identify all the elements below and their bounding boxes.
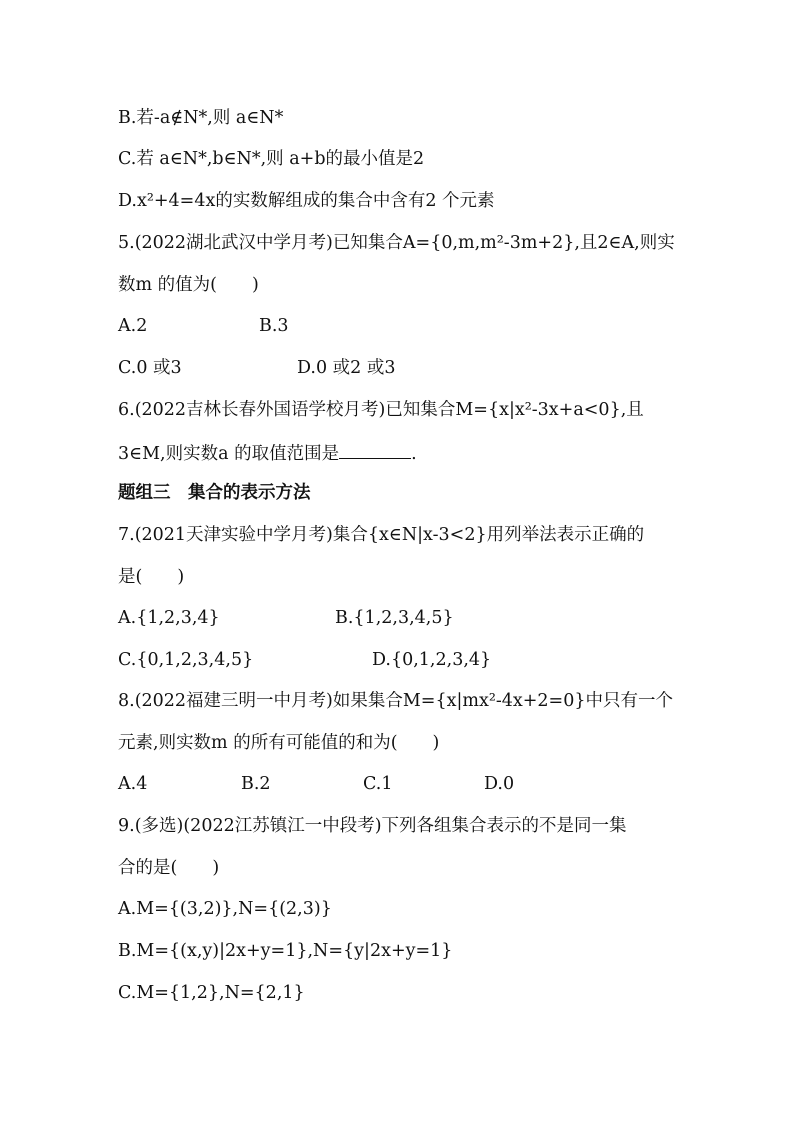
q8-option-b: B.2	[241, 774, 271, 794]
q7-option-b: B.{1,2,3,4,5}	[335, 608, 454, 628]
q6-stem-line1: 6.(2022吉林长春外国语学校月考)已知集合M={x|x²-3x+a<0},且	[118, 400, 644, 420]
q5-stem-line2: 数m 的值为( )	[118, 275, 259, 295]
q4-option-d: D.x²+4=4x的实数解组成的集合中含有2 个元素	[118, 191, 495, 211]
q4-option-c: C.若 a∈N*,b∈N*,则 a+b的最小值是2	[118, 149, 425, 169]
q5-option-c: C.0 或3	[118, 358, 182, 378]
section-heading: 题组三 集合的表示方法	[118, 483, 311, 503]
q9-option-a: A.M={(3,2)},N={(2,3)}	[118, 899, 332, 919]
q9-stem-line1: 9.(多选)(2022江苏镇江一中段考)下列各组集合表示的不是同一集	[118, 816, 627, 836]
q9-option-c: C.M={1,2},N={2,1}	[118, 983, 305, 1003]
q5-option-b: B.3	[259, 316, 289, 336]
q7-option-a: A.{1,2,3,4}	[118, 608, 220, 628]
q8-option-d: D.0	[484, 774, 515, 794]
q4-option-b: B.若-a∉N*,则 a∈N*	[118, 108, 284, 128]
q6-stem-text: 3∈M,则实数a 的取值范围是	[118, 444, 340, 464]
q8-stem-line2: 元素,则实数m 的所有可能值的和为( )	[118, 733, 440, 753]
q7-option-d: D.{0,1,2,3,4}	[372, 650, 492, 670]
q8-option-c: C.1	[363, 774, 393, 794]
q5-stem-line1: 5.(2022湖北武汉中学月考)已知集合A={0,m,m²-3m+2},且2∈A,则实	[118, 233, 675, 253]
q7-stem-line2: 是( )	[118, 567, 185, 587]
q7-stem-line1: 7.(2021天津实验中学月考)集合{x∈N|x-3<2}用列举法表示正确的	[118, 525, 645, 545]
q6-stem-end: .	[411, 444, 417, 464]
q8-stem-line1: 8.(2022福建三明一中月考)如果集合M={x|mx²-4x+2=0}中只有一个	[118, 691, 673, 711]
q7-option-c: C.{0,1,2,3,4,5}	[118, 650, 254, 670]
q9-option-b: B.M={(x,y)|2x+y=1},N={y|2x+y=1}	[118, 941, 453, 961]
q6-stem-line2	[118, 440, 417, 466]
q5-option-a: A.2	[118, 316, 148, 336]
q9-stem-line2: 合的是( )	[118, 858, 220, 878]
q8-option-a: A.4	[118, 774, 148, 794]
answer-blank	[339, 440, 411, 459]
q5-option-d: D.0 或2 或3	[297, 358, 396, 378]
